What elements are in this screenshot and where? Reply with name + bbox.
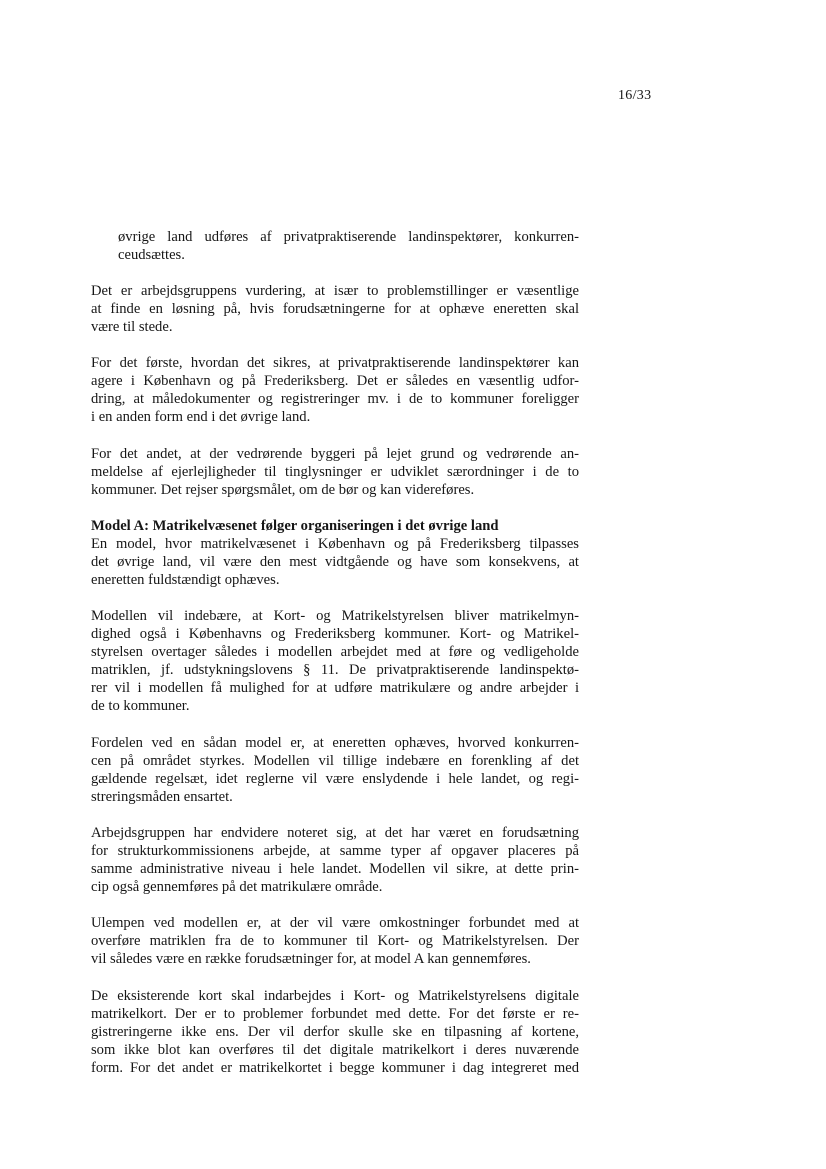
text-line: Modellen vil indebære, at Kort- og Matrikelstyrelsen bliver matrikelmyn- [91, 608, 579, 624]
text-line: gistreringerne ikke ens. Der vil derfor skulle ske en tilpasning af kortene, [91, 1024, 579, 1040]
text-line: cip også gennemføres på det matrikulære område. [91, 879, 383, 895]
paragraph [91, 734, 579, 806]
text-line: meldelse af ejerlejligheder til tinglysninger er udviklet særordninger i de to [91, 464, 579, 480]
paragraph [91, 987, 579, 1077]
text-line: For det andet, at der vedrørende byggeri på lejet grund og vedrørende an- [91, 446, 579, 462]
text-line: overføre matriklen fra de to kommuner til Kort- og Matrikelstyrelsen. Der [91, 933, 579, 949]
text-line: vil således være en række forudsætninger for, at model A kan gennemføres. [91, 951, 531, 967]
text-line: kommuner. Det rejser spørgsmålet, om de bør og kan videreføres. [91, 482, 475, 498]
text-line: matrikelkort. Der er to problemer forbundet med dette. For det første er re- [91, 1006, 579, 1022]
paragraph [91, 282, 579, 336]
text-line: ceudsættes. [118, 247, 185, 263]
text-line: agere i København og på Frederiksberg. Det er således en væsentlig udfor- [91, 373, 579, 389]
paragraph [91, 607, 579, 715]
text-line: samme administrative niveau i hele landet. Modellen vil sikre, at dette prin- [91, 861, 579, 877]
text-line: Ulempen ved modellen er, at der vil være omkostninger forbundet med at [91, 915, 579, 931]
paragraph [91, 354, 579, 426]
text-line: som ikke blot kan overføres til det digitale matrikelkort i deres nuværende [91, 1042, 579, 1058]
text-line: streringsmåden ensartet. [91, 789, 233, 805]
text-line: Det er arbejdsgruppens vurdering, at især to problemstillinger er væsentlige [91, 283, 579, 299]
text-line: De eksisterende kort skal indarbejdes i Kort- og Matrikelstyrelsens digitale [91, 988, 579, 1004]
paragraph-continuation [118, 228, 579, 264]
text-line: matriklen, jf. udstykningslovens § 11. De privatpraktiserende landinspektø- [91, 662, 579, 678]
text-line: gældende regelsæt, idet reglerne vil være enslydende i hele landet, og regi- [91, 771, 579, 787]
text-line: det øvrige land, vil være den mest vidtgående og have som konsekvens, at [91, 554, 579, 570]
section-model-a [91, 517, 579, 589]
text-line: være til stede. [91, 319, 173, 335]
text-line: Fordelen ved en sådan model er, at eneretten ophæves, hvorved konkurren- [91, 735, 579, 751]
section-heading: Model A: Matrikelvæsenet følger organiseringen i det øvrige land [91, 518, 499, 534]
paragraph [91, 445, 579, 499]
paragraph [91, 824, 579, 896]
text-line: For det første, hvordan det sikres, at privatpraktiserende landinspektører kan [91, 355, 579, 371]
text-line: En model, hvor matrikelvæsenet i København og på Frederiksberg tilpasses [91, 536, 579, 552]
text-line: form. For det andet er matrikelkortet i begge kommuner i dag integreret med [91, 1060, 579, 1076]
text-line: eneretten fuldstændigt ophæves. [91, 572, 280, 588]
text-line: dighed også i Københavns og Frederiksberg kommuner. Kort- og Matrikel- [91, 626, 579, 642]
text-line: rer vil i modellen få mulighed for at udføre matrikulære og andre arbejder i [91, 680, 579, 696]
text-line: for strukturkommissionens arbejde, at samme typer af opgaver placeres på [91, 843, 579, 859]
text-line: styrelsen overtager således i modellen arbejdet med at føre og vedligeholde [91, 644, 579, 660]
text-line: dring, at måledokumenter og registreringer mv. i de to kommuner foreligger [91, 391, 579, 407]
paragraph [91, 914, 579, 968]
text-line: Arbejdsgruppen har endvidere noteret sig, at det har været en forudsætning [91, 825, 579, 841]
text-line: de to kommuner. [91, 698, 190, 714]
text-line: øvrige land udføres af privatpraktiserende landinspektører, konkurren- [118, 229, 579, 245]
text-line: cen på området styrkes. Modellen vil tillige indebære en forenkling af det [91, 753, 579, 769]
text-line: at finde en løsning på, hvis forudsætningerne for at ophæve eneretten skal [91, 301, 579, 317]
text-line: i en anden form end i det øvrige land. [91, 409, 311, 425]
page-number: 16/33 [618, 88, 652, 103]
